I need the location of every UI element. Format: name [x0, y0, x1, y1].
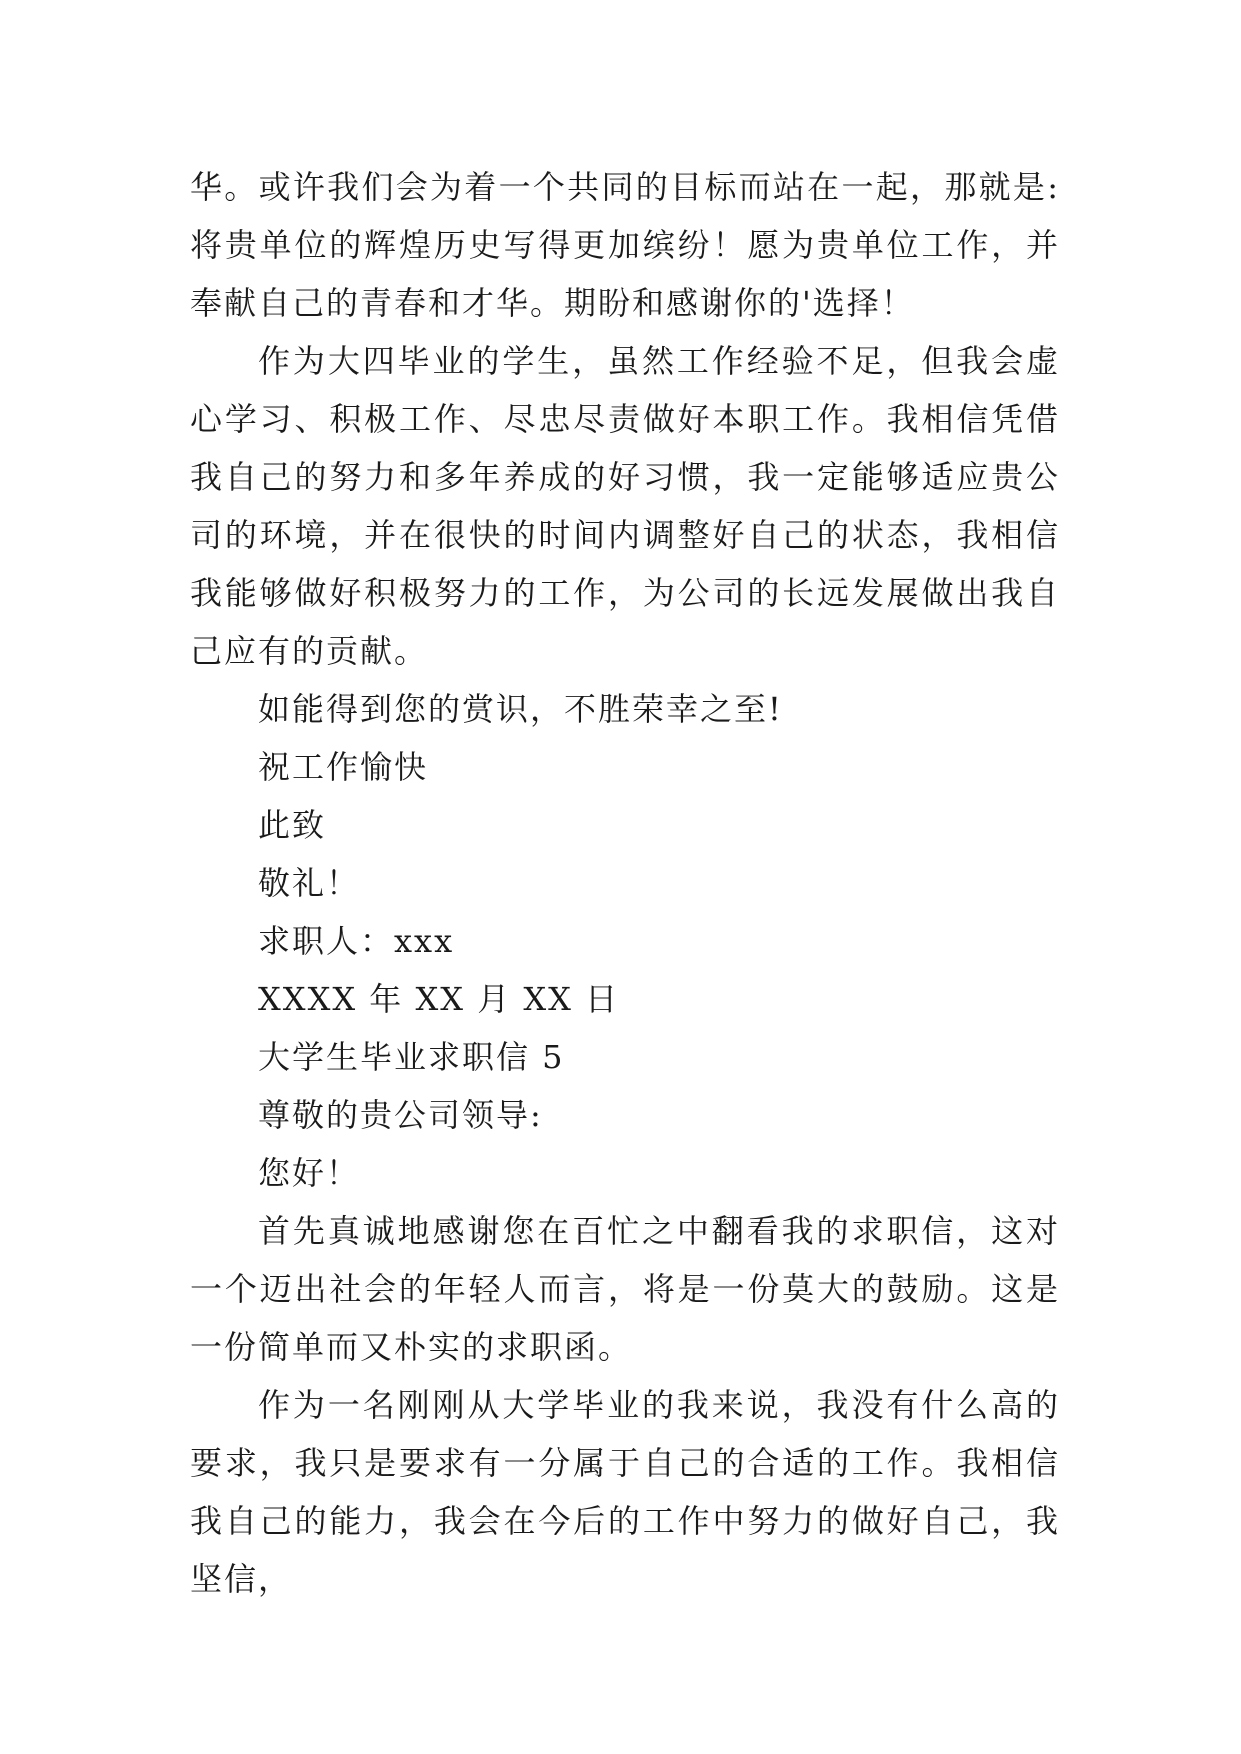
section-heading: 大学生毕业求职信 5 — [258, 1038, 565, 1076]
closing-wish: 祝工作愉快 — [258, 748, 429, 786]
signature-date: XXXX 年 XX 月 XX 日 — [258, 980, 620, 1018]
closing-salutation: 此致 — [258, 806, 327, 844]
closing-regards: 敬礼！ — [258, 864, 361, 902]
paragraph-thanks: 首先真诚地感谢您在百忙之中翻看我的求职信，这对一个迈出社会的年轻人而言，将是一份莫大的鼓励。这是一份简单而又朴实的求职函。 — [190, 1212, 1060, 1366]
paragraph-student-commitment: 作为大四毕业的学生，虽然工作经验不足，但我会虚心学习、积极工作、尽忠尽责做好本职工作。我相信凭借我自己的努力和多年养成的好习惯，我一定能够适应贵公司的环境，并在很快的时间内调整好自己的状态，我相信我能够做好积极努力的工作，为公司的长远发展做出我自己应有的贡献。 — [190, 342, 1060, 670]
paragraph-appreciation: 如能得到您的赏识，不胜荣幸之至! — [258, 690, 783, 728]
signature-applicant: 求职人：xxx — [258, 922, 455, 960]
letter-body — [190, 158, 1060, 1608]
letter-greeting: 您好！ — [258, 1154, 361, 1192]
letter-addressee: 尊敬的贵公司领导: — [258, 1096, 543, 1134]
paragraph-expectations: 作为一名刚刚从大学毕业的我来说，我没有什么高的要求，我只是要求有一分属于自己的合适的工作。我相信我自己的能力，我会在今后的工作中努力的做好自己，我坚信， — [190, 1386, 1060, 1598]
paragraph-continuation: 华。或许我们会为着一个共同的目标而站在一起，那就是:将贵单位的辉煌历史写得更加缤纷！愿为贵单位工作，并奉献自己的青春和才华。期盼和感谢你的'选择！ — [190, 168, 1060, 322]
